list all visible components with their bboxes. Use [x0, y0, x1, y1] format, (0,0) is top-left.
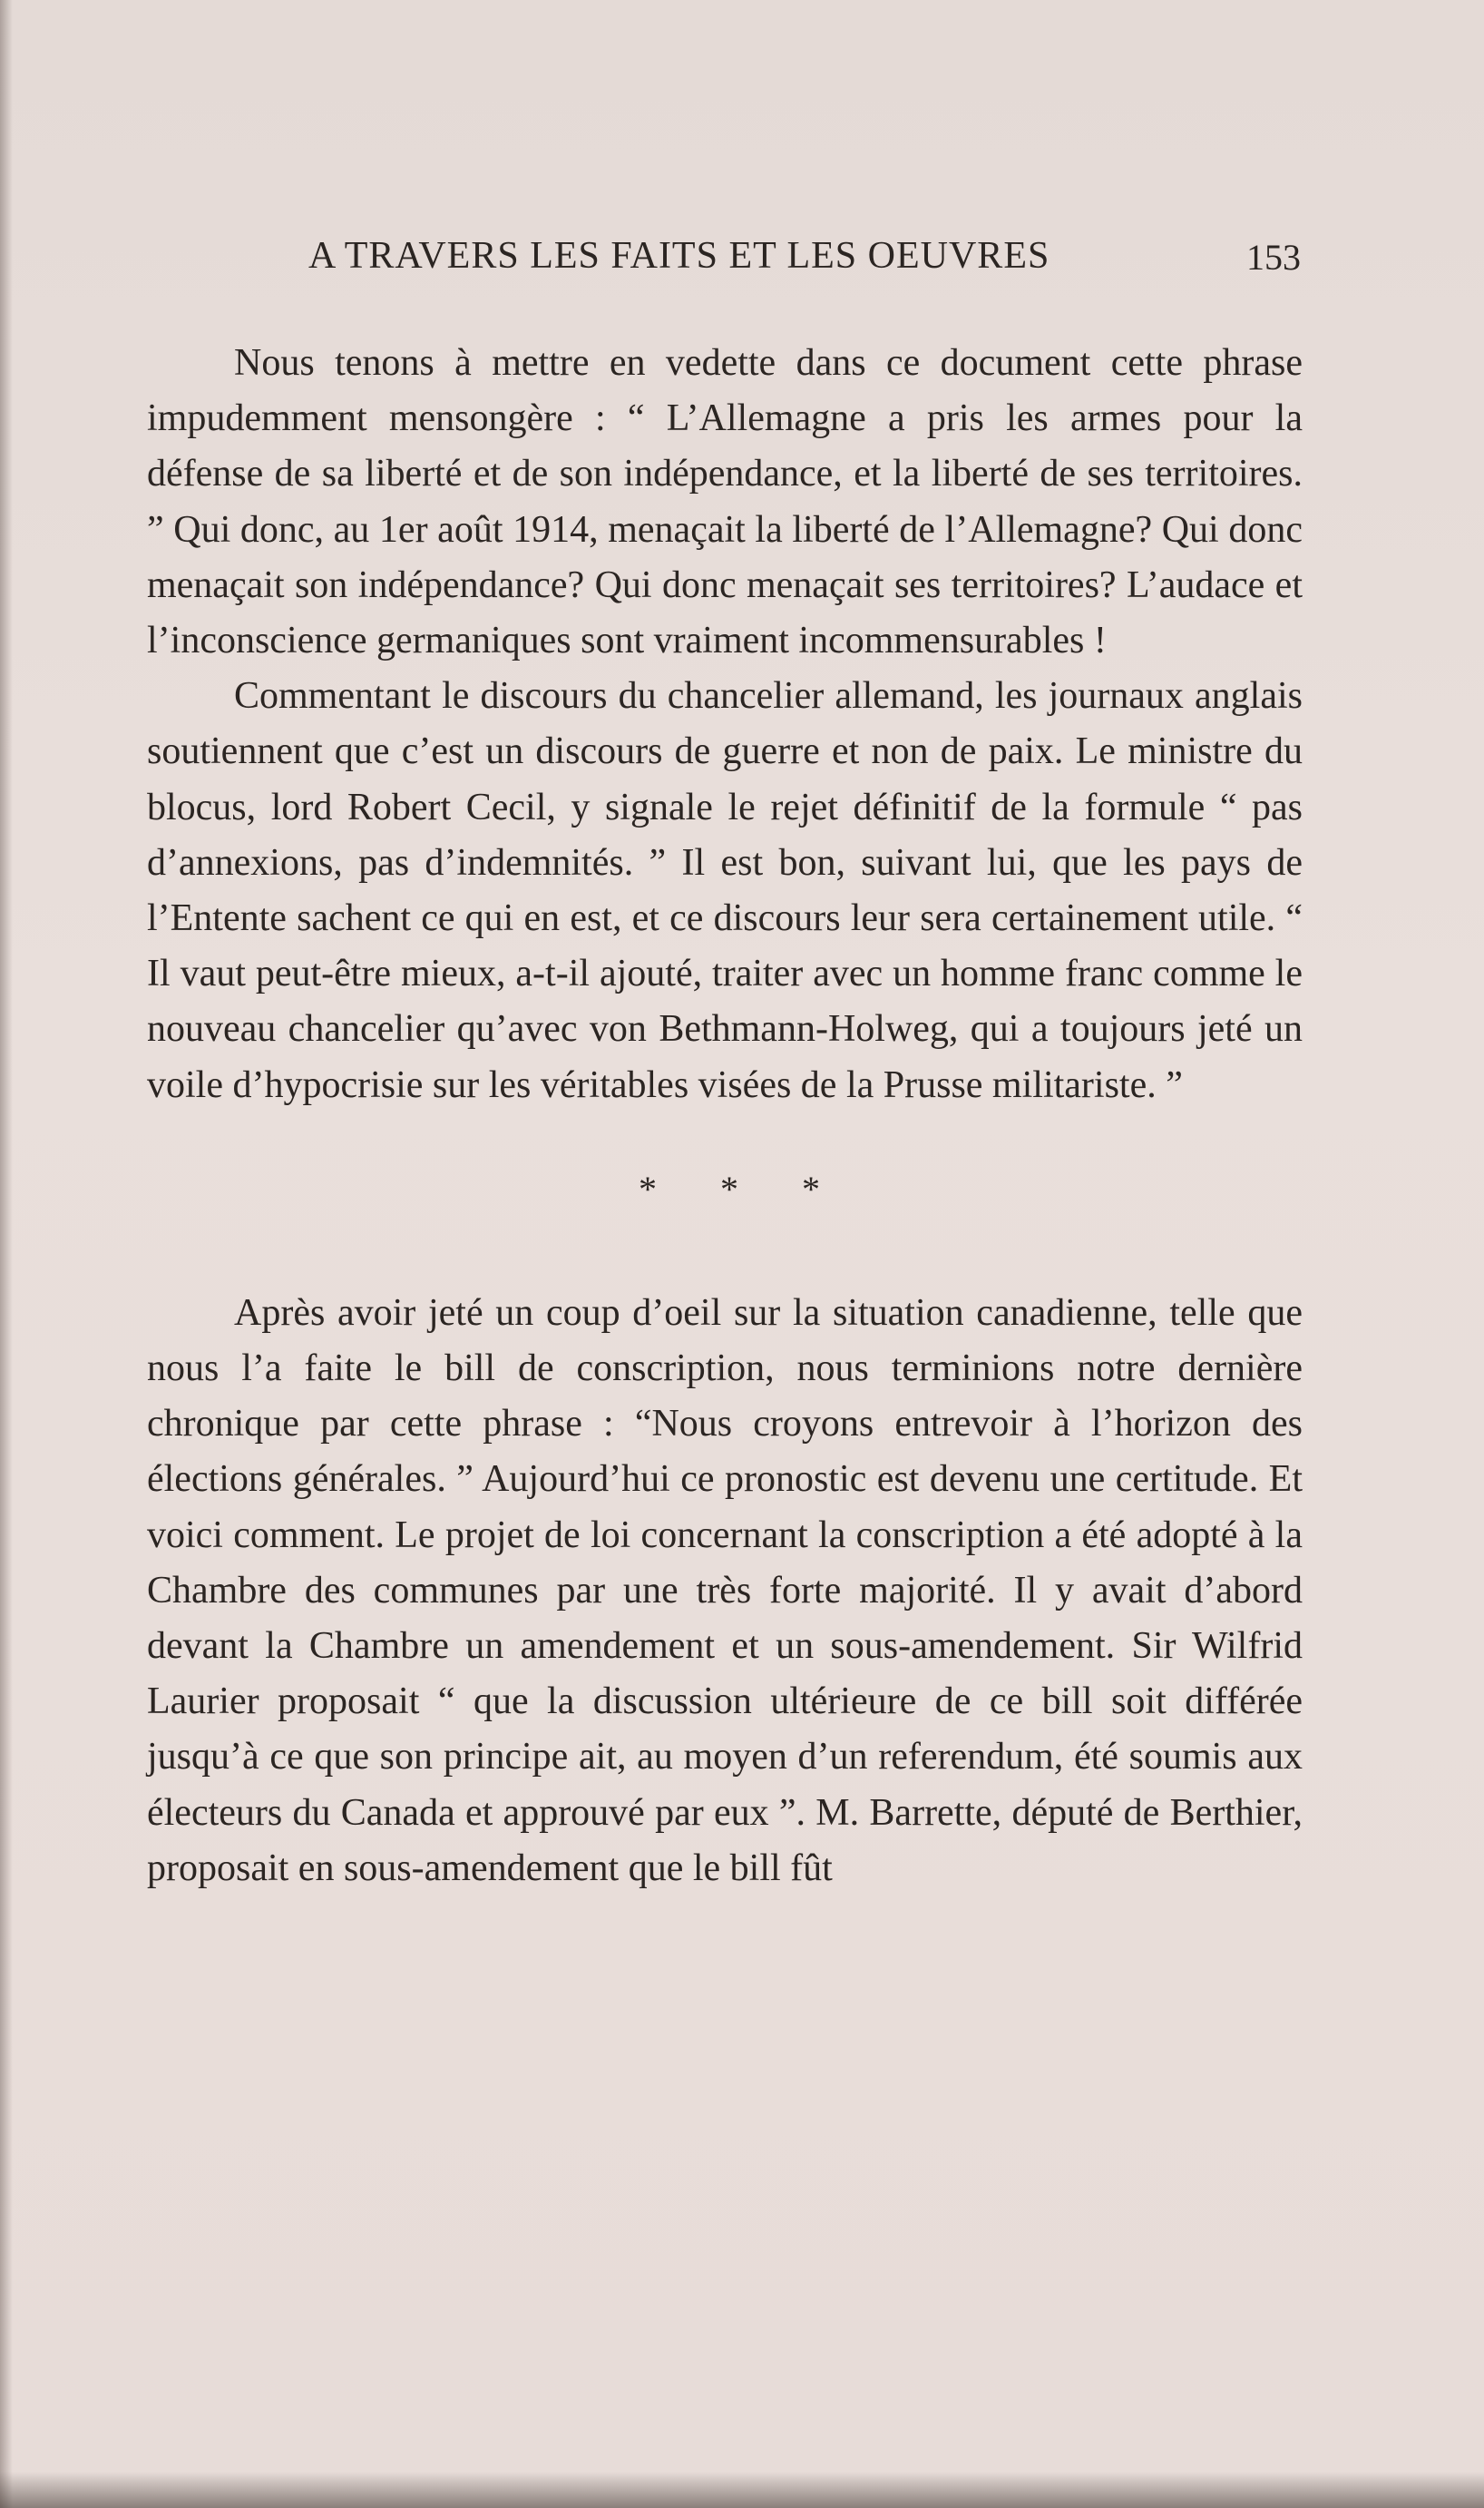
paragraph-1: Nous tenons à mettre en vedette dans ce document cette phrase impudemment mensongère : “ L’Allemagne a pris les armes pour la défense de sa liberté et de son indépendance, et la liberté de ses territoires. ” Qui donc, au 1er août 1914, menaçait la liberté de l’Allemagne? Qui donc menaçait son indépendance? Qui donc menaçait ses territoires? L’audace et l’inconscience germaniques sont vraiment incommensurables ! [147, 342, 1303, 662]
paragraph-3: Après avoir jeté un coup d’oeil sur la situation canadienne, telle que nous l’a faite le bill de conscription, nous terminions notre dernière chronique par cette phrase : “Nous croyons entrevoir à l’horizon des élections générales. ” Aujourd’hui ce pronostic est devenu une certitude. Et voici comment. Le projet de loi concernant la conscription a été adopté à la Chambre des communes par une très forte majorité. Il y avait d’abord devant la Chambre un amendement et un sous-amendement. Sir Wilfrid Laurier proposait “ que la discussion ultérieure de ce bill soit différée jusqu’à ce que son principe ait, au moyen d’un referendum, été soumis aux électeurs du Canada et approuvé par eux ”. M. Barrette, député de Berthier, proposait en sous-amendement que le bill fût [147, 1291, 1303, 1889]
running-title: A TRAVERS LES FAITS ET LES OEUVRES [308, 235, 1050, 277]
page-number: 153 [1246, 237, 1301, 278]
body-text [147, 336, 1303, 1896]
paragraph-2: Commentant le discours du chancelier allemand, les journaux anglais soutiennent que c’est un discours de guerre et non de paix. Le ministre du blocus, lord Robert Cecil, y signale le rejet définitif de la formule “ pas d’annexions, pas d’indemnités. ” Il est bon, suivant lui, que les pays de l’Entente sachent ce qui en est, et ce discours leur sera certainement utile. “ Il vaut peut-être mieux, a-t-il ajouté, traiter avec un homme franc comme le nouveau chancelier qu’avec von Bethmann-Holweg, qui a toujours jeté un voile d’hypocrisie sur les véritables visées de la Prusse militariste. ” [147, 675, 1303, 1106]
page-bottom-edge [0, 2472, 1484, 2508]
binding-shadow [0, 0, 13, 2508]
section-separator: * * * [639, 1168, 847, 1210]
